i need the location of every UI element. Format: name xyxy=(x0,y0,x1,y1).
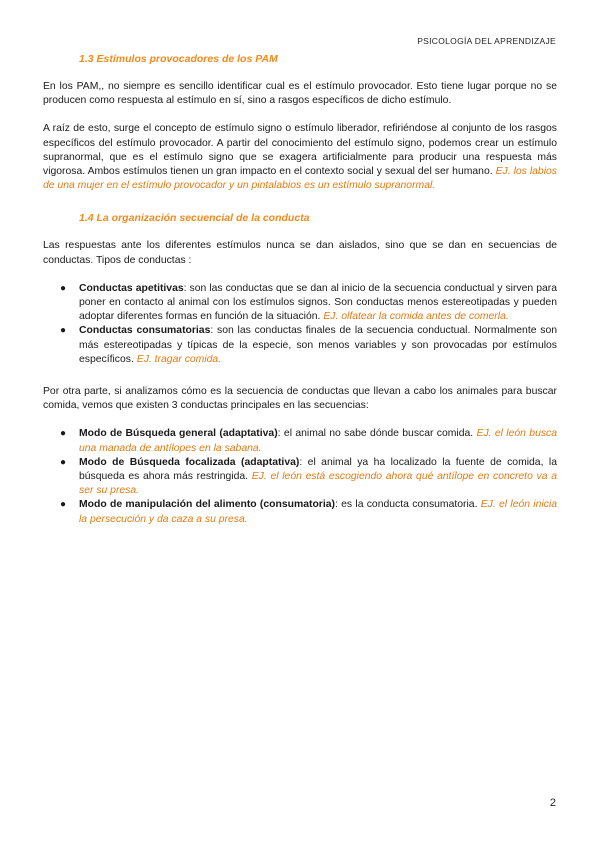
conduct-types-list xyxy=(43,282,557,367)
page-body xyxy=(43,52,557,527)
definition: : es la conducta consumatoria. xyxy=(334,499,478,511)
paragraph-estimulo-signo xyxy=(43,122,557,193)
definition: : son las conductas que se dan al inicio de la secuencia conductual y sirven para poner en contacto al animal con los estímulos signos. Son conductas menos estereotipadas y pueden adoptar diferentes formas en función de la situación. xyxy=(79,282,557,323)
term: Modo de Búsqueda focalizada (adaptativa) xyxy=(79,456,300,468)
bullet-icon: ● xyxy=(60,456,67,468)
example-text: EJ. olfatear la comida antes de comerla. xyxy=(323,311,509,323)
paragraph-secuencias-intro: Las respuestas ante los diferentes estímulos nunca se dan aislados, sino que se dan en secuencias de conductas. Tipos de conductas : xyxy=(43,240,557,266)
bullet-icon: ● xyxy=(60,325,67,337)
example-text: EJ. los labios de una mujer en el estímulo provocador y un pintalabios es un estímulo supranormal. xyxy=(43,166,557,192)
bullet-icon: ● xyxy=(60,282,67,294)
example-text: EJ. el león está escogiendo ahora qué antílope en concreto va a ser su presa. xyxy=(79,471,558,497)
example-text: EJ. el león busca una manada de antílopes en la sabana. xyxy=(79,428,558,454)
section-heading-1-4: 1.4 La organización secuencial de la conducta xyxy=(79,212,310,225)
definition: : son las conductas finales de la secuencia conductual. Normalmente son más estereotipadas y típicas de la especie, son menos variables y son provocadas por estímulos específicos. xyxy=(79,325,557,365)
section-heading-1-3: 1.3 Estímulos provocadores de los PAM xyxy=(79,53,278,65)
list-item xyxy=(43,282,557,325)
list-item xyxy=(43,456,557,499)
term: Modo de Búsqueda general (adaptativa) xyxy=(79,428,278,440)
example-text: EJ. el león inicia la persecución y da caza a su presa. xyxy=(79,499,557,525)
paragraph-busqueda-comida: Por otra parte, si analizamos cómo es la secuencia de conductas que llevan a cabo los animales para buscar comida, vemos que existen 3 conductas principales en las secuencias: xyxy=(43,386,557,412)
example-text: EJ. tragar comida. xyxy=(136,353,222,365)
list-item xyxy=(43,498,557,526)
definition: : el animal no sabe dónde buscar comida. xyxy=(277,428,474,440)
bullet-icon: ● xyxy=(60,499,67,511)
definition: : el animal ya ha localizado la fuente de comida, la búsqueda es ahora más restringida. xyxy=(79,456,557,483)
list-item xyxy=(43,427,557,455)
search-modes-list xyxy=(43,427,557,526)
page-number: 2 xyxy=(549,797,556,809)
list-item xyxy=(43,324,557,367)
paragraph-pam-intro: En los PAM,, no siempre es sencillo identificar cual es el estímulo provocador. Esto tiene lugar porque no se producen como respuesta al estímulo en sí, sino a rasgos específicos de dicho estímulo. xyxy=(43,81,557,107)
term: Conductas apetitivas xyxy=(79,282,184,294)
bullet-icon: ● xyxy=(60,428,67,440)
running-header: PSICOLOGÍA DEL APRENDIZAJE xyxy=(417,36,556,46)
paragraph-text: A raíz de esto, surge el concepto de estímulo signo o estímulo liberador, refiriéndose al conjunto de los rasgos específicos del estímulo provocador. A partir del conocimiento del estímulo signo, podemos crear un estímulo supranormal, que es el estímulo signo que se exagera artificialmente para producir una respuesta más vigorosa. Ambos estímulos tienen un gran impacto en el contexto social y sexual del ser humano. xyxy=(43,123,557,178)
term: Modo de manipulación del alimento (consumatoria) xyxy=(79,499,335,511)
term: Conductas consumatorias xyxy=(79,325,211,337)
